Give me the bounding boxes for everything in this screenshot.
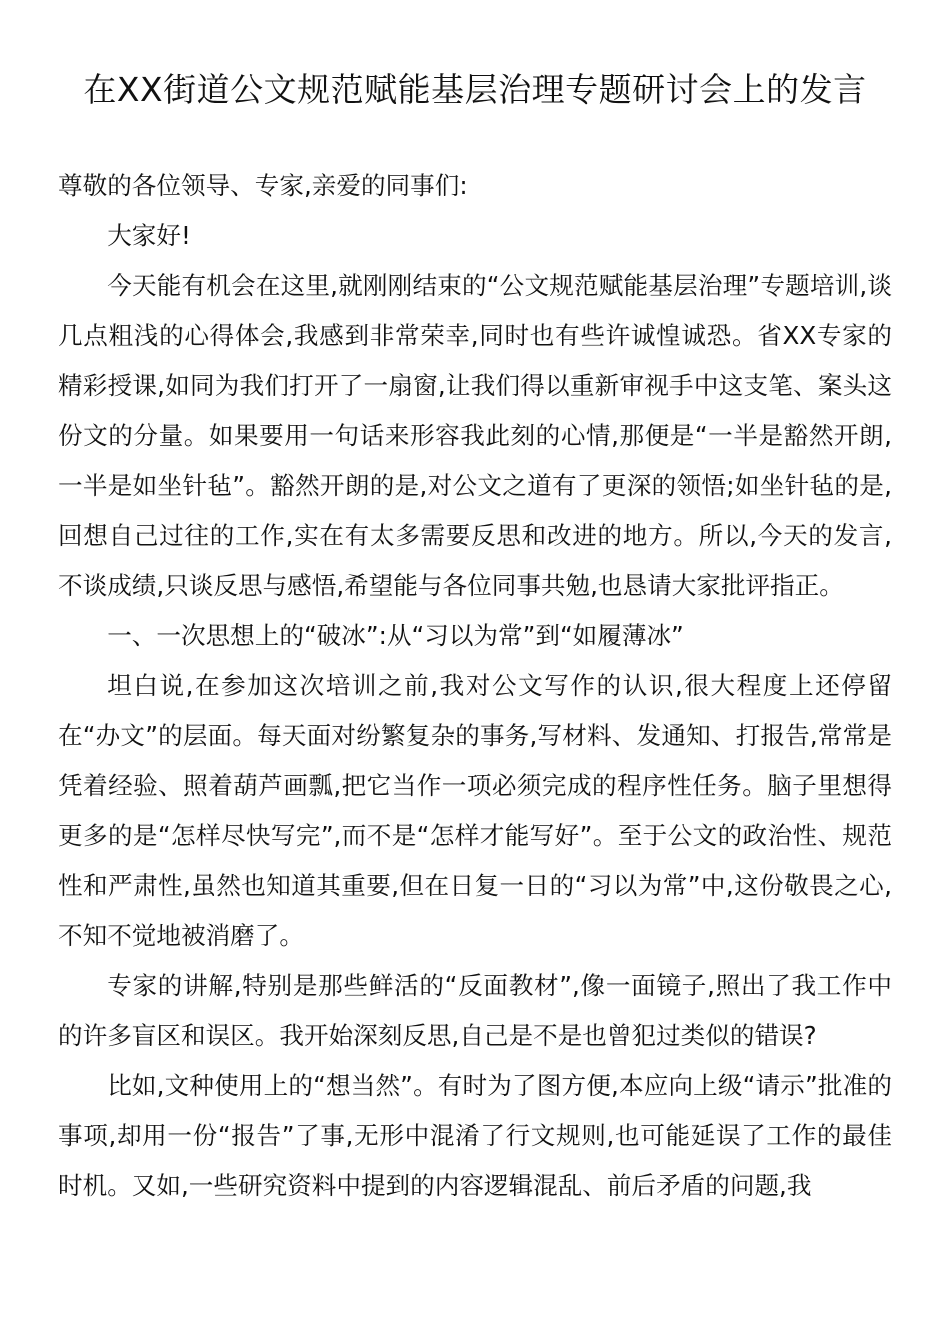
paragraph-reflection: 坦白说,在参加这次培训之前,我对公文写作的认识,很大程度上还停留在“办文”的层面。每天面对纷繁复杂的事务,写材料、发通知、打报告,常常是凭着经验、照着葫芦画瓢,把它当作一项必须完成的程序性任务。脑子里想得更多的是“怎样尽快写完”,而不是“怎样才能写好”。至于公文的政治性、规范性和严肃性,虽然也知道其重要,但在日复一日的“习以为常”中,这份敬畏之心,不知不觉地被消磨了。: [58, 671, 892, 950]
paragraph-example: 比如,文种使用上的“想当然”。有时为了图方便,本应向上级“请示”批准的事项,却用一份“报告”了事,无形中混淆了行文规则,也可能延误了工作的最佳时机。又如,一些研究资料中提到的内容逻辑混乱、前后矛盾的问题,我: [58, 1071, 892, 1200]
document-title: 在XX街道公文规范赋能基层治理专题研讨会上的发言: [83, 70, 867, 109]
paragraph-intro: 今天能有机会在这里,就刚刚结束的“公文规范赋能基层治理”专题培训,谈几点粗浅的心得体会,我感到非常荣幸,同时也有些许诚惶诚恐。省XX专家的精彩授课,如同为我们打开了一扇窗,让我们得以重新审视手中这支笔、案头这份文的分量。如果要用一句话来形容我此刻的心情,那便是“一半是豁然开朗,一半是如坐针毡”。豁然开朗的是,对公文之道有了更深的领悟;如坐针毡的是,回想自己过往的工作,实在有太多需要反思和改进的地方。所以,今天的发言,不谈成绩,只谈反思与感悟,希望能与各位同事共勉,也恳请大家批评指正。: [58, 271, 892, 600]
salutation: 尊敬的各位领导、专家,亲爱的同事们:: [58, 171, 468, 200]
paragraph-greeting: 大家好!: [107, 221, 191, 250]
document-body: [58, 161, 892, 1211]
paragraph-expert: 专家的讲解,特别是那些鲜活的“反面教材”,像一面镜子,照出了我工作中的许多盲区和误区。我开始深刻反思,自己是不是也曾犯过类似的错误?: [58, 971, 892, 1050]
section-heading-1: 一、一次思想上的“破冰”:从“习以为常”到“如履薄冰”: [107, 621, 684, 650]
